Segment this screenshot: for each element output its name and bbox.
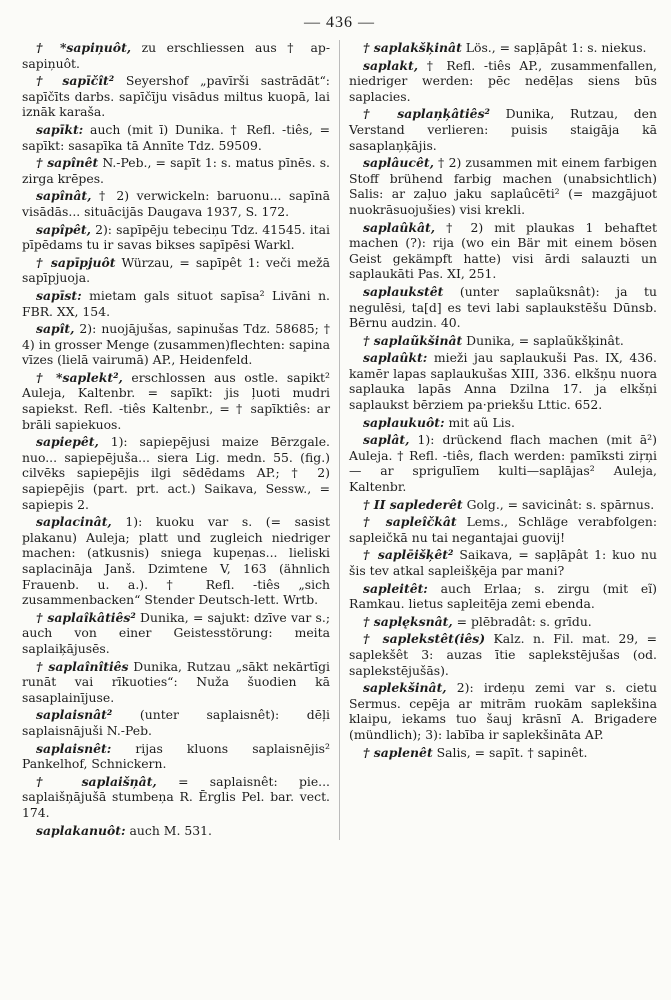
- entry-text: 2): irdeņu zemi var s. cietu Sermus. cepēja ar mitrām ruokām saplekšina klaipu, iekams tuo šauj krāsnī A. Brigadere (mündlich); 3): labība ir saplekšināta AP.: [349, 680, 657, 742]
- dictionary-entry: [22, 122, 330, 153]
- entry-headword: † sapleîčkât: [363, 514, 457, 530]
- entry-text: Lems., Schläge verabfolgen: sapleičkā nu tai negantajai guovij!: [349, 514, 658, 545]
- dictionary-entry: [22, 255, 330, 286]
- entry-headword: sapiepêt,: [36, 434, 99, 450]
- entry-headword: † *sapiņuôt,: [36, 40, 132, 55]
- dictionary-entry: [349, 333, 657, 349]
- dictionary-entry: [22, 222, 330, 253]
- entry-headword: saplacinât,: [36, 514, 112, 530]
- entry-text: 1): sapiepējusi maize Bērzgale. nuo... sapiepējuša... siera Lig. medn. 55. (fig.) cilvēks sapiepējis ilgi sēdēdams AP.; † 2) sapiepējis (part. prt. act.) Saikava, Sessw., = sapiepis 2.: [22, 434, 330, 512]
- entry-text: auch M. 531.: [125, 822, 212, 838]
- entry-headword: † saplekstêt(iês): [363, 631, 486, 647]
- entry-text: Lös., = sapļāpât 1: s. niekus.: [461, 40, 647, 55]
- dictionary-entry: [22, 610, 330, 657]
- entry-headword: saplaukstêt: [363, 283, 444, 299]
- entry-text: Dunika, Rutzau, den Verstand verlieren: puisis staigāja kā sasaplaņķājis.: [349, 106, 657, 153]
- entry-text: 2): sapīpēju tebeciņu Tdz. 41545. itai pīpēdams tu ir savas bikses sapīpēsi Warkl.: [22, 221, 330, 253]
- entry-headword: † saplakšķinât: [363, 40, 462, 55]
- entry-headword: sapîpêt,: [36, 221, 91, 237]
- left-column: [22, 40, 340, 840]
- entry-headword: saplât,: [363, 432, 410, 448]
- entry-headword: † saplaînîtiês: [36, 658, 129, 674]
- entry-headword: saplaûkt:: [363, 350, 428, 366]
- dictionary-entry: [349, 745, 657, 761]
- dictionary-entry: [349, 106, 657, 153]
- entry-headword: sapīkt:: [36, 121, 84, 137]
- dictionary-entry: [349, 514, 657, 545]
- entry-headword: saplaukuôt:: [363, 414, 445, 430]
- dictionary-entry: [22, 73, 330, 120]
- dictionary-entry: [349, 432, 657, 494]
- dictionary-entry: [22, 155, 330, 186]
- entry-headword: saplaisnât²: [36, 707, 113, 723]
- dictionary-entry: [22, 659, 330, 706]
- entry-text: Würzau, = sapīpêt 1: veči mežā sapīpjuoja.: [22, 254, 330, 286]
- entry-headword: † II saplederêt: [363, 496, 463, 512]
- entry-headword: sapleitêt:: [363, 580, 428, 596]
- entry-headword: † *saplekt²,: [36, 369, 123, 385]
- entry-text: (unter saplaisnêt): dēļi saplaisnājuši N.-Peb.: [22, 707, 330, 738]
- dictionary-entry: [349, 415, 657, 431]
- dictionary-entry: [22, 321, 330, 368]
- entry-headword: † sapīpjuôt: [36, 254, 116, 270]
- entry-text: (unter saplaũksnât): ja tu negulēsi, ta[d] es tevi labi saplaukstēšu Dūnsb. Bērnu audzin. 40.: [349, 283, 657, 331]
- dictionary-entry: [349, 350, 657, 412]
- entry-text: 2): nuojājušas, sapinušas Tdz. 58685; † 4) in grosser Menge (zusammen)flechten: sapina vīzes (lielā vairumā) AP., Heidenfeld.: [22, 321, 330, 368]
- entry-text: Dunika, Rutzau „sākt nekārtīgi runāt vai rīkuoties“: Nuža šuodien kā sasaplainījuse.: [22, 658, 330, 705]
- dictionary-entry: [22, 774, 330, 821]
- dictionary-entry: [349, 40, 657, 56]
- entry-text: Golg., = savicinât: s. spārnus.: [462, 496, 655, 512]
- entry-text: erschlossen aus ostle. sapikt² Auleja, Kaltenbr. = sapīkt: jis ļuoti mudri sapiekst. Refl. -tiês Kaltenbr., = † sapīktiês: ar brāli sapiekuos.: [22, 369, 330, 432]
- entry-text: † 2) zusammen mit einem farbigen Stoff brühend farbig machen (unabsichtlich) Salis: ar zaļuo jaku saplaûcēti² (= mazgājuot nuokrāsuojušies) visi krekli.: [349, 155, 657, 217]
- page-number: — 436 —: [304, 14, 375, 31]
- entry-text: mit aũ Lis.: [444, 414, 515, 430]
- dictionary-entry: [22, 188, 330, 219]
- entry-headword: sapīst:: [36, 287, 82, 303]
- entry-headword: † saplaišņât,: [36, 773, 157, 789]
- dictionary-entry: [349, 680, 657, 742]
- dictionary-entry: [22, 434, 330, 512]
- dictionary-entry: [349, 581, 657, 612]
- dictionary-entry: [22, 823, 330, 839]
- entry-headword: † saplenêt: [363, 744, 433, 760]
- entry-headword: † saplēišķêt²: [363, 547, 454, 563]
- entry-text: N.-Peb., = sapīt 1: s. matus pīnēs. s. zirga krēpes.: [22, 155, 330, 186]
- entry-headword: † sapînêt: [36, 155, 99, 171]
- dictionary-entry: [349, 614, 657, 630]
- entry-headword: † sapīčît²: [36, 73, 115, 89]
- entry-text: Dunika, = sajukt: dzīve var s.; auch von einer Geistesstörung: meita saplaiķājusēs.: [22, 609, 330, 656]
- entry-headword: saplakt,: [363, 57, 419, 73]
- entry-text: Salis, = sapīt. † sapinêt.: [432, 744, 588, 760]
- columns: [22, 40, 657, 840]
- entry-text: Seyershof „pavīrši sastrādāt“: sapīčīts darbs. sapīčīju visādus miltus kuopā, lai iznāk karaša.: [22, 73, 330, 120]
- entry-text: mietam gals situot sapīsa² Livāni n. FBR. XX, 154.: [22, 287, 330, 319]
- dictionary-entry: [349, 631, 657, 678]
- entry-text: 1): drückend flach machen (mit ā²) Auleja. † Refl. -tiês, flach werden: pamīksti ziŗņi — ar sprigulīem kulti—saplājas² Auleja, Kaltenbr.: [349, 432, 657, 495]
- entry-text: 1): kuoku var s. (= sasist plakanu) Auleja; platt und zugleich niedriger machen: (atkusnis) sniega kupeņas... lieliski saplacināja Janš. Dzimtene V, 163 (ähnlich Frauenb. u. a.). † Refl. -tiês „sich zusammenbacken“ Stender Deutsch-lett. Wrtb.: [22, 514, 330, 608]
- entry-text: = saplaisnêt: pie... saplaišņājušā stumbeņa R. Ērglis Pel. bar. vect. 174.: [22, 773, 330, 820]
- dictionary-entry: [22, 370, 330, 432]
- dictionary-entry: [22, 741, 330, 772]
- entry-headword: saplaûkât,: [363, 219, 436, 235]
- dictionary-entry: [349, 220, 657, 282]
- dictionary-entry: [349, 58, 657, 105]
- entry-headword: saplekšinât,: [363, 680, 447, 696]
- dictionary-entry: [22, 514, 330, 608]
- dictionary-entry: [349, 547, 657, 578]
- entry-text: † Refl. -tiês AP., zusammenfallen, niedriger werden: pēc nedēļas siens būs saplacies.: [349, 57, 657, 104]
- entry-text: rijas kluons saplaisnējis² Pankelhof, Schnickern.: [22, 740, 330, 772]
- entry-text: Saikava, = sapļāpât 1: kuo nu šis tev atkal sapleišķēja par mani?: [349, 547, 657, 578]
- right-column: [340, 40, 657, 840]
- dictionary-entry: [349, 497, 657, 513]
- entry-headword: sapînât,: [36, 188, 92, 204]
- entry-headword: † saplaũkšinât: [363, 332, 463, 348]
- entry-text: Dunika, = saplaũkšķinât.: [462, 332, 624, 348]
- entry-headword: sapît,: [36, 321, 75, 337]
- entry-text: zu erschliessen aus † ap-sapiņuôt.: [22, 40, 331, 71]
- dictionary-entry: [22, 288, 330, 319]
- entry-text: auch Erlaa; s. zirgu (mit eĩ) Ramkau. lietus sapleitēja zemi ebenda.: [349, 580, 657, 612]
- entry-text: = plēbradât: s. grīdu.: [452, 613, 592, 629]
- entry-headword: † saplęksnât,: [363, 613, 453, 629]
- entry-headword: † saplaņķâtiês²: [363, 106, 490, 122]
- entry-text: mieži jau saplaukuši Pas. IX, 436. kamēr lapas saplaukušas XIII, 336. elkšņu nuora saplauka lapās Anna Dzilna 17. ja elkšņi saplaukst bērziem pa·priekšu Lttic. 652.: [349, 350, 657, 413]
- entry-text: Kalz. n. Fil. mat. 29, = saplekšêt 3: auzas ītie saplekstējušas (od. saplekstējušās).: [349, 631, 658, 678]
- dictionary-entry: [349, 284, 657, 331]
- entry-headword: saplakanuôt:: [36, 822, 126, 838]
- dictionary-entry: [349, 155, 657, 217]
- dictionary-entry: [22, 707, 330, 738]
- entry-text: † 2) mit plaukas 1 behaftet machen (?): rija (wo ein Bär mit einem bösen Geist gekämpft hatte) visi ārdi salauzti un saplaukāti Pas. XI, 251.: [349, 219, 657, 282]
- entry-headword: saplâucêt,: [363, 155, 434, 171]
- dictionary-entry: [22, 40, 330, 71]
- entry-headword: † saplaîkâtiês²: [36, 609, 136, 625]
- entry-text: auch (mit ī) Dunika. † Refl. -tiês, = sapīkt: sasapīka tā Annīte Tdz. 59509.: [22, 121, 330, 153]
- entry-headword: saplaisnêt:: [36, 740, 112, 756]
- entry-text: † 2) verwickeln: baruonu... sapīnā visādās... situācijās Daugava 1937, S. 172.: [22, 188, 330, 219]
